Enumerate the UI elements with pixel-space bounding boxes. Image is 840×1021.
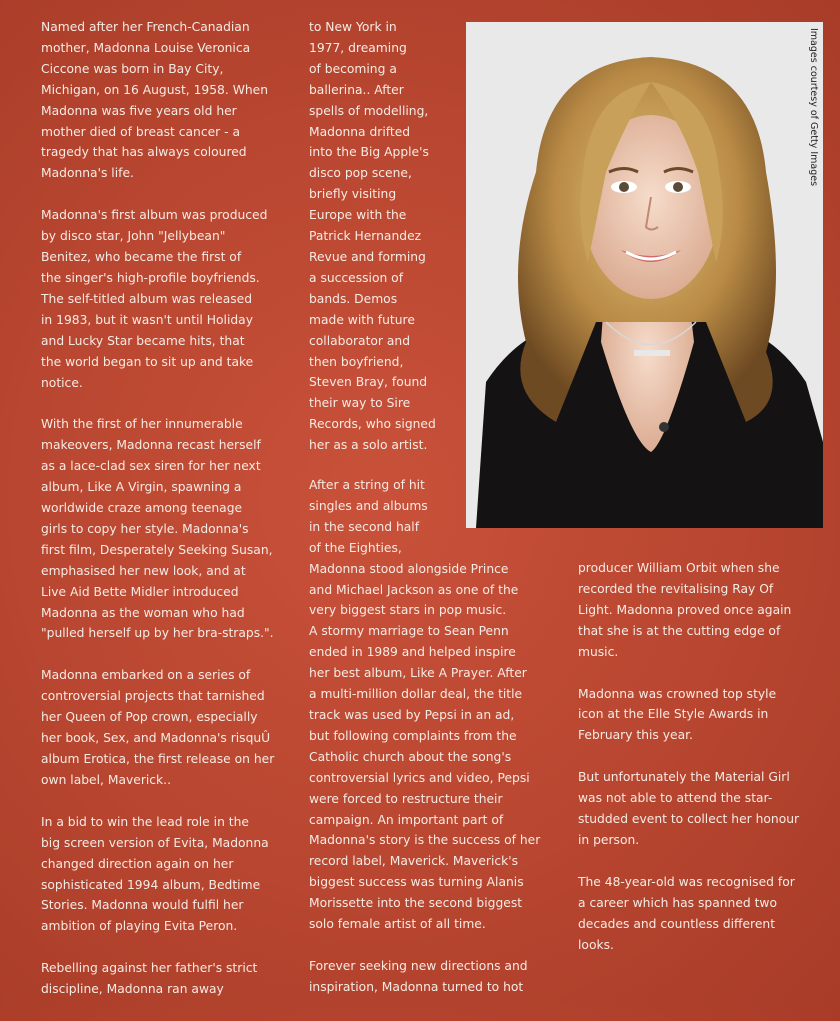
- text-line: Named after her French-Canadian: [41, 20, 250, 34]
- text-line: but following complaints from the: [309, 728, 517, 743]
- text-line: were forced to restructure their: [309, 791, 503, 806]
- paragraph: [578, 872, 828, 956]
- text-line: into the Big Apple's: [309, 145, 429, 160]
- text-line: 1977, dreaming: [309, 40, 407, 55]
- article-column-1: [41, 17, 291, 1021]
- text-line: in person.: [578, 832, 640, 847]
- text-line: their way to Sire: [309, 396, 411, 411]
- madonna-portrait-photo: [466, 22, 823, 528]
- text-line: decades and countless different: [578, 916, 776, 931]
- text-line: of becoming a: [309, 61, 397, 76]
- text-line: After a string of hit: [309, 478, 425, 492]
- text-line: made with future: [309, 312, 415, 327]
- text-line: Rebelling against her father's strict: [41, 961, 258, 976]
- text-line: looks.: [578, 937, 614, 952]
- text-line: The 48-year-old was recognised for: [578, 874, 795, 889]
- text-line: Steven Bray, found: [309, 375, 428, 390]
- text-line: Madonna was five years old her: [41, 103, 237, 118]
- text-line: girls to copy her style. Madonna's: [41, 521, 249, 536]
- text-line: bands. Demos: [309, 291, 398, 306]
- text-line: Madonna's life.: [41, 166, 134, 181]
- text-line: as a lace-clad sex siren for her next: [41, 459, 261, 474]
- text-line: worldwide craze among teenage: [41, 501, 243, 516]
- text-line: album, Like A Virgin, spawning a: [41, 480, 242, 495]
- text-line: campaign. An important part of: [309, 812, 504, 827]
- text-line: changed direction again on her: [41, 856, 234, 871]
- text-line: a career which has spanned two: [578, 895, 778, 910]
- text-line: "pulled herself up by her bra-straps.".: [41, 626, 274, 641]
- text-line: solo female artist of all time.: [309, 917, 486, 932]
- text-line: the world began to sit up and take: [41, 354, 254, 369]
- text-line: A stormy marriage to Sean Penn: [309, 624, 509, 639]
- text-line: Revue and forming: [309, 249, 426, 264]
- text-line: spells of modelling,: [309, 103, 429, 118]
- text-line: inspiration, Madonna turned to hot: [309, 979, 524, 994]
- text-line: Light. Madonna proved once again: [578, 602, 792, 617]
- text-line: disco pop scene,: [309, 166, 412, 181]
- text-line: Live Aid Bette Midler introduced: [41, 584, 239, 599]
- text-line: biggest success was turning Alanis: [309, 875, 524, 890]
- text-line: With the first of her innumerable: [41, 417, 243, 432]
- text-line: and Lucky Star became hits, that: [41, 333, 245, 348]
- text-line: Stories. Madonna would fulfil her: [41, 898, 244, 913]
- text-line: Patrick Hernandez: [309, 229, 422, 244]
- text-line: own label, Maverick..: [41, 772, 171, 787]
- paragraph: [41, 17, 291, 184]
- paragraph: [41, 414, 291, 644]
- article-column-2-top: [309, 17, 464, 477]
- text-line: notice.: [41, 375, 83, 390]
- text-line: track was used by Pepsi in an ad,: [309, 707, 515, 722]
- text-line: producer William Orbit when she: [578, 561, 780, 575]
- text-line: briefly visiting: [309, 187, 397, 202]
- text-line: Records, who signed: [309, 417, 436, 432]
- text-line: Forever seeking new directions and: [309, 958, 528, 973]
- paragraph: [41, 665, 291, 790]
- text-line: that she is at the cutting edge of: [578, 623, 781, 638]
- text-line: her as a solo artist.: [309, 438, 428, 453]
- text-line: makeovers, Madonna recast herself: [41, 438, 261, 453]
- text-line: big screen version of Evita, Madonna: [41, 835, 269, 850]
- text-line: the singer's high-profile boyfriends.: [41, 270, 260, 285]
- text-line: first film, Desperately Seeking Susan,: [41, 542, 273, 557]
- paragraph: [309, 956, 569, 998]
- text-line: a multi-million dollar deal, the title: [309, 687, 523, 702]
- text-line: singles and albums: [309, 498, 428, 513]
- text-line: mother, Madonna Louise Veronica: [41, 40, 251, 55]
- text-line: her best album, Like A Prayer. After: [309, 666, 527, 681]
- text-line: then boyfriend,: [309, 354, 404, 369]
- text-line: icon at the Elle Style Awards in: [578, 707, 769, 722]
- text-line: The self-titled album was released: [41, 291, 253, 306]
- text-line: was not able to attend the star-: [578, 791, 773, 806]
- text-line: Madonna's story is the success of her: [309, 833, 541, 848]
- paragraph: [41, 958, 291, 1000]
- text-line: February this year.: [578, 728, 693, 743]
- text-line: in 1983, but it wasn't until Holiday: [41, 312, 253, 327]
- text-line: her book, Sex, and Madonna's risquÛ: [41, 731, 271, 746]
- text-line: Madonna stood alongside Prince: [309, 561, 509, 576]
- text-line: ambition of playing Evita Peron.: [41, 919, 238, 934]
- text-line: Madonna's first album was produced: [41, 208, 268, 223]
- text-line: Madonna embarked on a series of: [41, 668, 251, 683]
- article-column-3: [578, 558, 828, 977]
- text-line: very biggest stars in pop music.: [309, 603, 507, 618]
- text-line: Madonna as the woman who had: [41, 605, 245, 620]
- portrait-illustration: [466, 22, 823, 528]
- text-line: by disco star, John "Jellybean": [41, 229, 226, 244]
- text-line: ended in 1989 and helped inspire: [309, 645, 516, 660]
- paragraph: [309, 17, 464, 456]
- paragraph: [41, 205, 291, 393]
- text-line: collaborator and: [309, 333, 411, 348]
- text-line: ballerina.. After: [309, 82, 404, 97]
- text-line: controversial projects that tarnished: [41, 689, 265, 704]
- text-line: Catholic church about the song's: [309, 749, 512, 764]
- text-line: Morissette into the second biggest: [309, 896, 523, 911]
- text-line: emphasised her new look, and at: [41, 563, 246, 578]
- text-line: Ciccone was born in Bay City,: [41, 61, 224, 76]
- text-line: of the Eighties,: [309, 540, 402, 555]
- paragraph: [578, 558, 828, 663]
- text-line: music.: [578, 644, 619, 659]
- text-line: Europe with the: [309, 208, 407, 223]
- paragraph: [309, 475, 569, 935]
- text-line: recorded the revitalising Ray Of: [578, 581, 774, 596]
- text-line: tragedy that has always coloured: [41, 145, 247, 160]
- text-line: album Erotica, the first release on her: [41, 752, 275, 766]
- text-line: But unfortunately the Material Girl: [578, 770, 790, 785]
- paragraph: [578, 684, 828, 747]
- text-line: mother died of breast cancer - a: [41, 124, 241, 139]
- text-line: Benitez, who became the first of: [41, 250, 242, 265]
- text-line: a succession of: [309, 270, 404, 285]
- text-line: and Michael Jackson as one of the: [309, 582, 519, 597]
- text-line: to New York in: [309, 20, 397, 34]
- text-line: Madonna drifted: [309, 124, 411, 139]
- text-line: controversial lyrics and video, Pepsi: [309, 770, 530, 785]
- text-line: In a bid to win the lead role in the: [41, 814, 249, 829]
- text-line: record label, Maverick. Maverick's: [309, 854, 519, 869]
- text-line: in the second half: [309, 519, 420, 534]
- article-column-2-bottom: [309, 475, 569, 1019]
- text-line: studded event to collect her honour: [578, 812, 800, 827]
- text-line: discipline, Madonna ran away: [41, 982, 224, 997]
- text-line: Madonna was crowned top style: [578, 686, 777, 701]
- text-line: her Queen of Pop crown, especially: [41, 710, 258, 725]
- text-line: sophisticated 1994 album, Bedtime: [41, 877, 261, 892]
- photo-credit: Images courtesy of Getty Images: [808, 28, 819, 187]
- text-line: Michigan, on 16 August, 1958. When: [41, 82, 269, 97]
- paragraph: [41, 812, 291, 937]
- paragraph: [578, 767, 828, 851]
